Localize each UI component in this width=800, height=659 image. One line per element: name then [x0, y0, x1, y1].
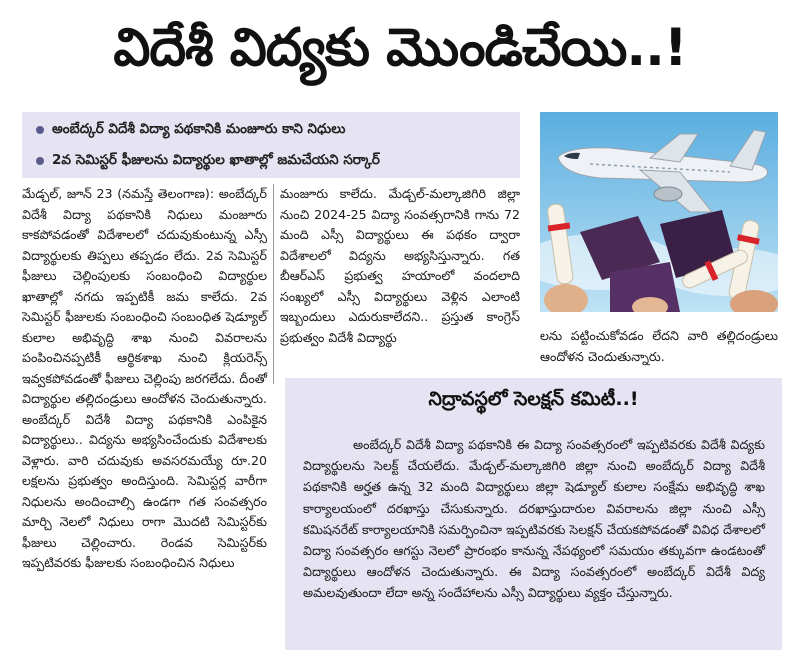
- column-divider: [273, 184, 274, 384]
- box-title: నిద్రావస్థలో సెలక్షన్ కమిటీ..!: [428, 388, 639, 410]
- article-text: మంజూరు కాలేదు. మేడ్చల్-మల్కాజిగిరి జిల్లా నుంచి 2024-25 విద్యా సంవత్సరానికి గాను 72 మంది ఎస్సీ విద్యార్థులు ఈ పథకం ద్వారా విదేశాలలో విద్యను అభ్యసిస్తున్నారు. గత బీఆర్ఎస్ ప్రభుత్వ హయాంలో వందలాది సంఖ్యలో ఎస్సీ విద్యార్థులు వెళ్లిన ఎలాంటి ఇబ్బందులు ఎదురుకాలేదని.. ప్రస్తుత కాంగ్రెస్ ప్రభుత్వం విదేశీ విద్యార్థు: [280, 186, 520, 345]
- summary-bullet: [22, 148, 520, 174]
- summary-bullet-text: అంబేద్కర్ విదేశీ విద్యా పథకానికి మంజూరు కాని నిధులు: [52, 120, 346, 137]
- article-column-right: [540, 326, 778, 367]
- box-body-text: అంబేద్కర్ విదేశీ విద్యా పథకానికి ఈ విద్యా సంవత్సరంలో ఇప్పటివరకు విదేశీ విద్యకు విద్యార్థులను సెలక్ట్ చేయలేదు. మేడ్చల్-మల్కాజిగిరి జిల్లా నుంచి అంబేద్కర్ విద్యా విదేశీ పథకానికి అర్హత ఉన్న 32 మంది విద్యార్థులు జిల్లా షెడ్యూల్ కులాల సంక్షేమ అభివృద్ధి శాఖ కార్యాలయంలో దరఖాస్తు చేసుకున్నారు. దరఖాస్తుదారుల వివరాలను జిల్లా నుంచి ఎస్సీ కమిషనరేట్ కార్యాలయానికి సమర్పించినా ఇప్పటివరకు సెలక్షన్ చేయకపోవడంతో వివిధ దేశాలలో విద్యా సంవత్సరం ఆగస్టు నెలలో ప్రారంభం కానున్న నేపథ్యంలో సమయం తక్కువగా ఉండటంతో విద్యార్థులు ఆందోళన చెందుతున్నారు. ఈ విద్యా సంవత్సరంలో అంబేద్కర్ విదేశీ విద్య అమలవుతుందా లేదా అన్న సందేహాలను ఎస్సీ విద్యార్థులు వ్యక్తం చేస్తున్నారు.: [303, 437, 765, 601]
- airplane-graduation-photo: [540, 112, 778, 312]
- article-text: లను పట్టించుకోవడం లేదని వారి తల్లిదండ్రులు ఆందోళన చెందుతున్నారు.: [540, 328, 778, 364]
- summary-bullet: [22, 117, 520, 143]
- selection-committee-box: [285, 378, 782, 650]
- article-photo: [540, 112, 778, 312]
- article-column-left: [22, 184, 267, 574]
- article-column-middle: [280, 184, 520, 348]
- bullet-dot-icon: [36, 157, 44, 165]
- summary-bullets: [22, 112, 520, 178]
- summary-bullet-text: 2వ సెమిస్టర్ ఫీజులను విద్యార్థుల ఖాతాల్లో జమచేయని సర్కార్: [52, 151, 380, 168]
- bullet-dot-icon: [36, 126, 44, 134]
- headline: విదేశీ విద్యకు మొండిచేయి..!: [113, 18, 687, 78]
- article-text: మేడ్చల్, జూన్ 23 (నమస్తే తెలంగాణ): అంబేద్కర్ విదేశీ విద్యా పథకానికి నిధులు మంజూరు కాకపోవడంతో విదేశాలలో చదువుకుంటున్న ఎస్సీ విద్యార్థులకు తిప్పలు తప్పడం లేదు. 2వ సెమిస్టర్ ఫీజులు చెల్లింపులకు సంబంధించి విద్యార్థుల ఖాతాల్లో నగదు ఇప్పటికీ జమ కాలేదు. 2వ సెమిస్టర్ ఫీజులకు సంబంధించి సంబంధిత షెడ్యూల్ కులాల అభివృద్ధి శాఖ నుంచి వివరాలను పంపించినప్పటికీ ఆర్థికశాఖ నుంచి క్లియరెన్స్ ఇవ్వకపోవడంతో ఫీజులు చెల్లింపు జరగలేదు. దీంతో విద్యార్థుల తల్లిదండ్రులు ఆందోళన చెందుతున్నారు. అంబేద్కర్ విదేశీ విద్యా పథకానికి ఎంపికైన విద్యార్థులు.. విద్యను అభ్యసించేందుకు విదేశాలకు వెళ్లారు. వారి చదువుకు అవసరమయ్యే రూ.20 లక్షలను ప్రభుత్వం అందిస్తుంది. సెమిస్టర్ల వారీగా నిధులను అందించాల్సి ఉండగా గత సంవత్సరం మార్చి నెలలో నిధులు రాగా మొదటి సెమిస్టర్‌కు ఫీజులు చెల్లించారు. రెండవ సెమిస్టర్‌కు ఇప్పటివరకు ఫీజులకు సంబంధించిన నిధులు: [22, 186, 267, 570]
